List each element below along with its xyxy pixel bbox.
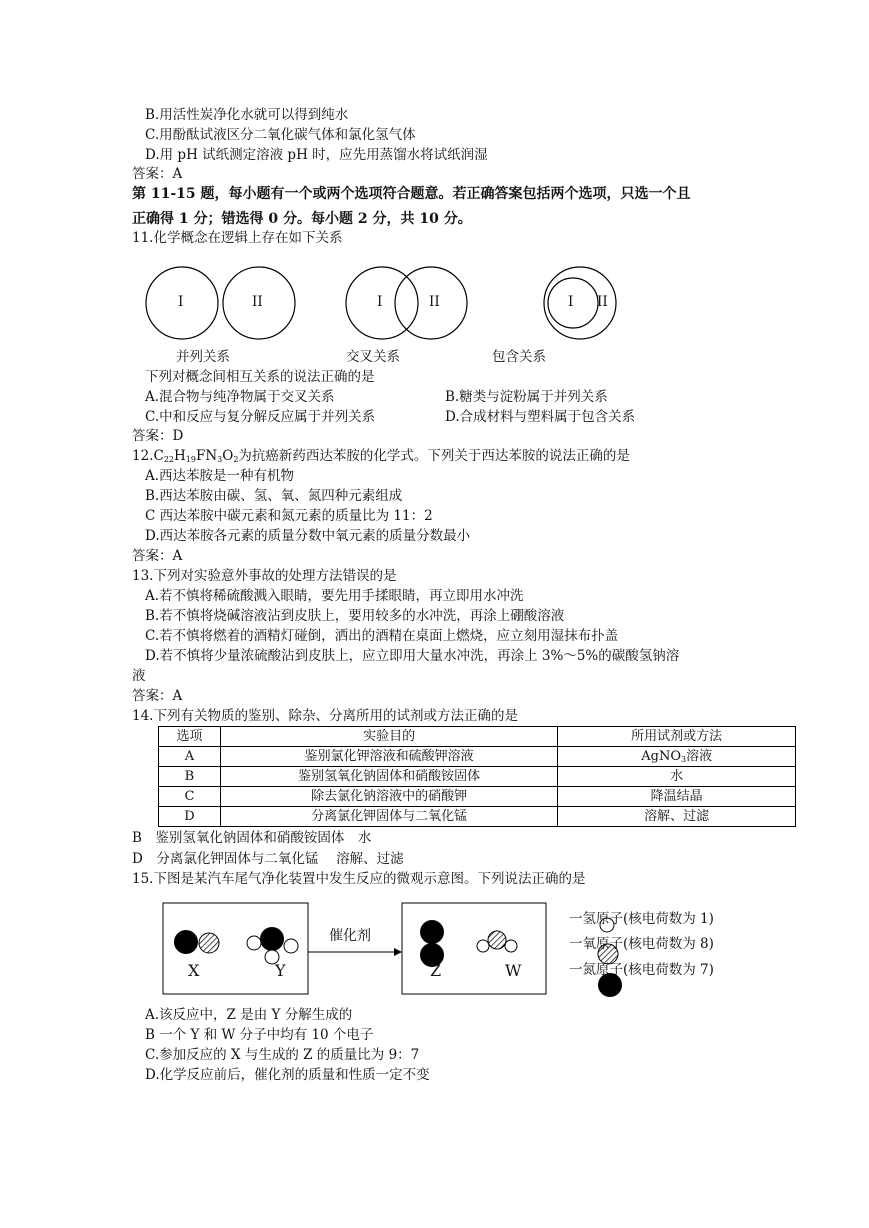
q12-answer: 答案：A [132,548,183,564]
answer-line: 答案：A [132,166,183,182]
legend-oxygen: 一氧原子(核电荷数为 8) [569,936,714,952]
venn-label-i: I [568,294,574,310]
label-y: Y [275,961,286,980]
option-d-line: D.用 pH 试纸测定溶液 pH 时，应先用蒸馏水将试纸润湿 [145,147,488,163]
header-option: 选项 [159,727,221,747]
q14-answer-d: D 分离氯化钾固体与二氧化锰 溶解、过滤 [132,851,404,867]
venn-label-ii: II [252,294,263,310]
venn-label-ii: II [429,294,440,310]
q12-option-d: D.西达苯胺各元素的质量分数中氧元素的质量分数最小 [145,528,471,544]
cell-goal: 鉴别氢氧化钠固体和硝酸铵固体 [220,767,557,787]
cell-method: 降温结晶 [558,787,796,807]
q13-option-c: C.若不慎将燃着的酒精灯碰倒，洒出的酒精在桌面上燃烧，应立刻用湿抹布扑盖 [145,628,619,644]
y-atom-h [284,939,298,953]
w-atom-h [505,940,517,952]
q15-stem: 15.下图是某汽车尾气净化装置中发生反应的微观示意图。下列说法正确的是 [132,871,586,887]
option-c-line: C.用酚酞试液区分二氧化碳气体和氯化氢气体 [145,127,416,143]
cell-option: D [159,807,221,827]
caption-parallel: 并列关系 [176,349,230,365]
caption-contain: 包含关系 [492,349,546,365]
q11-option-a: A.混合物与纯净物属于交叉关系 [145,389,335,405]
x-atom-o [199,933,219,953]
q12-option-a: A.西达苯胺是一种有机物 [145,468,295,484]
cell-method: 溶解、过滤 [558,807,796,827]
q15-option-d: D.化学反应前后，催化剂的质量和性质一定不变 [145,1067,430,1083]
section-header-line2: 正确得 1 分；错选得 0 分。每小题 2 分，共 10 分。 [132,211,472,227]
cell-option: C [159,787,221,807]
arrow-head [394,948,402,956]
q12-option-c: C 西达苯胺中碳元素和氮元素的质量比为 11：2 [145,508,433,524]
y-atom-h [247,936,261,950]
q12-option-b: B.西达苯胺由碳、氢、氧、氮四种元素组成 [145,488,403,504]
q12-stem: $12.C_{22}H_{19}FN_3O_2$为抗癌新药西达苯胺的化学式。下列关于西达苯胺的说法正确的是 [132,448,630,464]
legend-hydrogen: 一氢原子(核电荷数为 1) [569,911,714,927]
q11-sub: 下列对概念间相互关系的说法正确的是 [145,369,375,385]
q13-option-d: D.若不慎将少量浓硫酸沾到皮肤上，应立即用大量水冲洗，再涂上 3%～5%的碳酸氢钠溶 [145,648,680,664]
caption-cross: 交叉关系 [346,349,400,365]
w-atom-h [477,940,489,952]
q11-option-c: C.中和反应与复分解反应属于并列关系 [145,409,376,425]
q13-option-b: B.若不慎将烧碱溶液沾到皮肤上，要用较多的水冲洗，再涂上硼酸溶液 [145,608,565,624]
label-x: X [188,961,200,980]
cell-option: B [159,767,221,787]
q11-stem: 11.化学概念在逻辑上存在如下关系 [132,230,343,246]
q11-option-b: B.糖类与淀粉属于并列关系 [445,389,608,405]
label-z: Z [430,961,442,980]
q15-option-b: B 一个 Y 和 W 分子中均有 10 个电子 [145,1027,374,1043]
label-w: W [505,961,522,980]
q15-option-c: C.参加反应的 X 与生成的 Z 的质量比为 9：7 [145,1047,420,1063]
q11-option-d: D.合成材料与塑料属于包含关系 [445,409,636,425]
header-goal: 实验目的 [220,727,557,747]
q13-option-a: A.若不慎将稀硫酸溅入眼睛，要先用手揉眼睛，再立即用水冲洗 [145,588,524,604]
cell-method: 水 [558,767,796,787]
catalyst-label: 催化剂 [329,928,371,944]
q14-answer-b: B 鉴别氢氧化钠固体和硝酸铵固体 水 [132,830,372,846]
cell-goal: 鉴别氯化钾溶液和硫酸钾溶液 [220,747,557,767]
q13-answer: 答案：A [132,688,183,704]
w-atom-o [488,931,506,949]
q14-stem: 14.下列有关物质的鉴别、除杂、分离所用的试剂或方法正确的是 [132,708,518,724]
venn-label-ii: II [597,294,608,310]
venn-label-i: I [377,294,383,310]
cell-goal: 分离氯化钾固体与二氧化锰 [220,807,557,827]
cell-method: AgNO$_3$溶液 [558,747,796,767]
cell-option: A [159,747,221,767]
z-atom-n [420,920,444,944]
section-header-line1: 第 11-15 题，每小题有一个或两个选项符合题意。若正确答案包括两个选项，只选一个且 [132,186,691,202]
header-method: 所用试剂或方法 [558,727,796,747]
y-atom-n [260,927,284,951]
q15-option-a: A.该反应中，Z 是由 Y 分解生成的 [145,1007,353,1023]
venn-label-i: I [178,294,184,310]
x-atom-n [174,930,198,954]
q13-option-d-cont: 液 [132,668,146,684]
q11-answer: 答案：D [132,428,184,444]
legend-nitrogen: 一氮原子(核电荷数为 7) [569,962,714,978]
q13-stem: 13.下列对实验意外事故的处理方法错误的是 [132,568,397,584]
option-b-line: B.用活性炭净化水就可以得到纯水 [145,107,349,123]
cell-goal: 除去氯化钠溶液中的硝酸钾 [220,787,557,807]
